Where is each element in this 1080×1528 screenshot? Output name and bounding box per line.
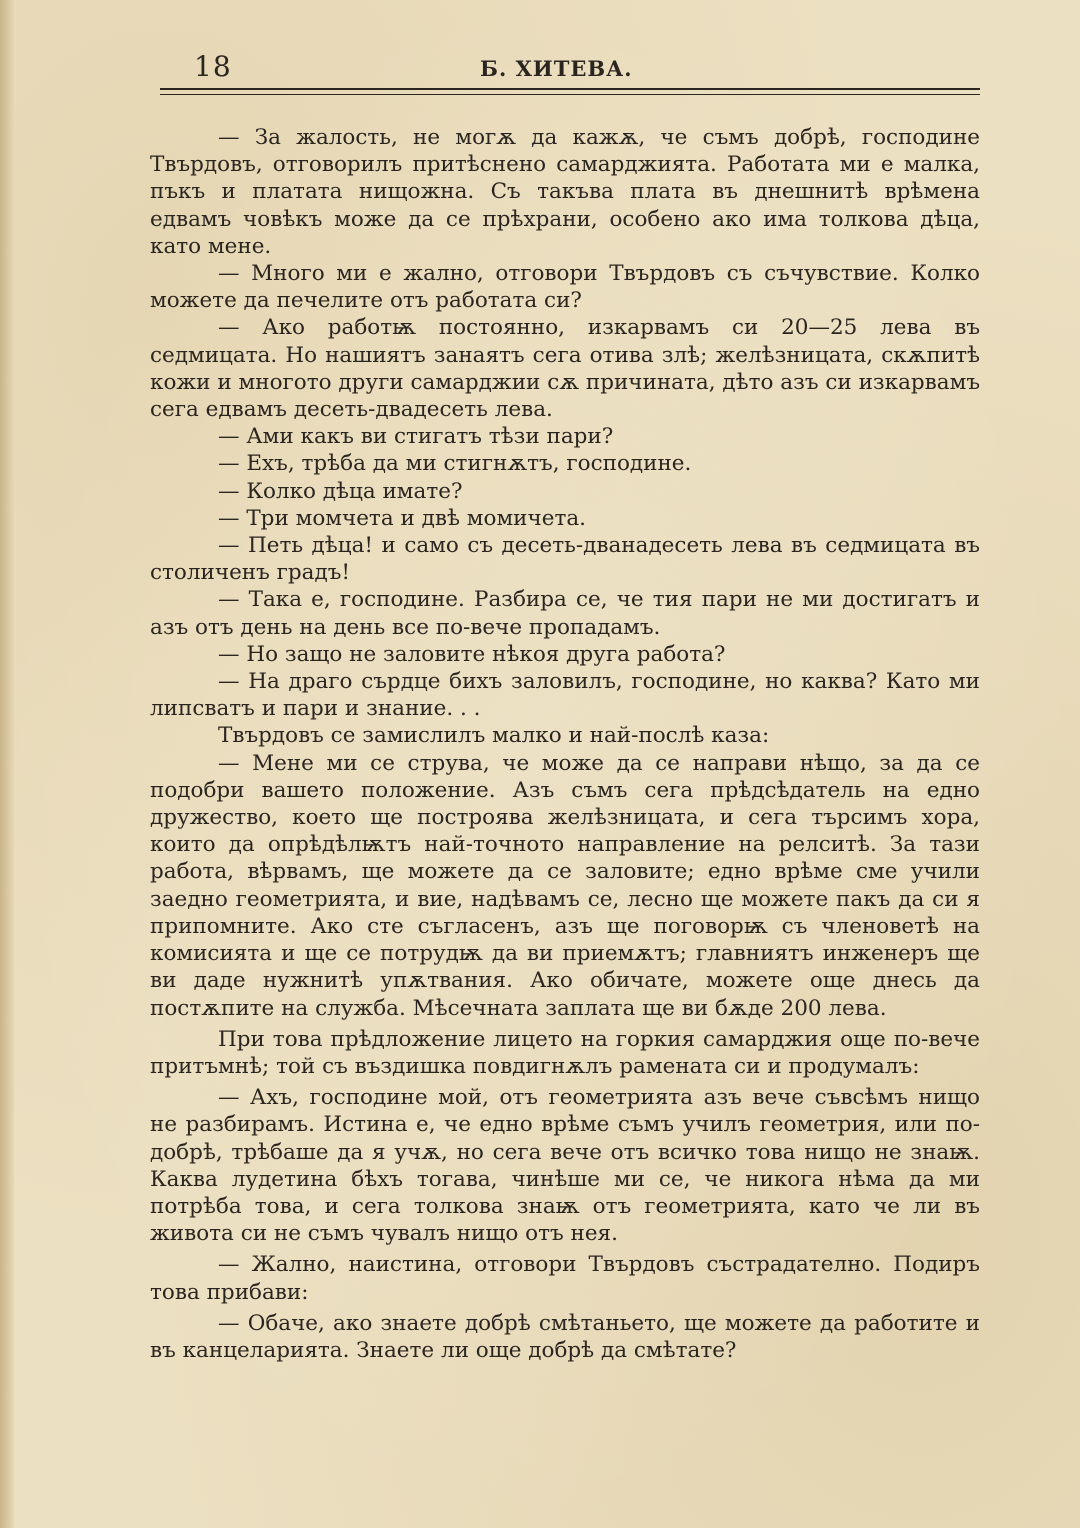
page-header: [160, 40, 980, 96]
paragraph: — Много ми е жално, отговори Твърдовъ съ съчувствие. Колко можете да печелите отъ работата си?: [150, 261, 980, 314]
page-number: 18: [194, 50, 232, 83]
header-rule: [160, 88, 980, 95]
paragraph: — За жалость, не могѫ да кажѫ, че съмъ добрѣ, господине Твърдовъ, отговорилъ притѣснено самарджията. Работата ми е малка, пъкъ и платата нищожна. Съ такъва плата въ днешнитѣ врѣмена едвамъ човѣкъ може да се прѣхрани, особено ако има толкова дѣца, като мене.: [150, 125, 980, 259]
body-text: [150, 124, 980, 1364]
paragraph: — Три момчета и двѣ момичета.: [218, 505, 586, 531]
page-edge-shadow: [0, 0, 14, 1528]
paragraph: — Така е, господине. Разбира се, че тия пари не ми достигатъ и азъ отъ день на день все по-вече пропадамъ.: [150, 587, 980, 640]
paragraph: При това прѣдложение лицето на горкия самарджия още по-вече притъмнѣ; той съ въздишка повдигнѫлъ рамената си и продумалъ:: [150, 1026, 980, 1079]
paragraph: — Ами какъ ви стигатъ тѣзи пари?: [218, 424, 614, 450]
paragraph: — Ехъ, трѣба да ми стигнѫтъ, господине.: [218, 451, 692, 477]
paragraph: — Жално, наистина, отговори Твърдовъ състрадателно. Подиръ това прибави:: [150, 1252, 980, 1305]
paragraph: — Ахъ, господине мой, отъ геометрията азъ вече съвсѣмъ нищо не разбирамъ. Истина е, че едно врѣме съмъ училъ геометрия, или по-добрѣ, трѣбаше да я учѫ, но сега вече отъ всичко това нищо не знаѭ. Каква лудетина бѣхъ тогава, чинѣше ми се, че никога нѣма да ми потрѣба това, и сега толкова знаѭ отъ геометрията, като че ли въ живота си не съмъ чувалъ нищо отъ нея.: [150, 1085, 980, 1247]
paragraph: — Мене ми се струва, че може да се направи нѣщо, за да се подобри вашето положение. Азъ съмъ сега прѣдсѣдатель на едно дружество, което ще построява желѣзницата, и сега търсимъ хора, които да опрѣдѣлѭтъ най-точното направление на релситѣ. За тази работа, вѣрвамъ, ще можете да се заловите; едно врѣме сме учили заедно геометрията, и вие, надѣвамъ се, лесно ще можете пакъ да си я припомните. Ако сте съгласенъ, азъ ще поговорѭ съ членоветѣ на комисията и ще се потрудѭ да ви приемѫтъ; главниятъ инженеръ ще ви даде нужнитѣ упѫтвания. Ако обичате, можете още днесь да постѫпите на служба. Мѣсечната заплата ще ви бѫде 200 лева.: [150, 750, 980, 1021]
paragraph: Твърдовъ се замислилъ малко и най-послѣ каза:: [218, 723, 770, 749]
paragraph: — Ако работѭ постоянно, изкарвамъ си 20—25 лева въ седмицата. Но нашиятъ занаятъ сега отива злѣ; желѣзницата, скѫпитѣ кожи и многото други самарджии сѫ причината, дѣто азъ си изкарвамъ сега едвамъ десеть-двадесеть лева.: [150, 315, 980, 423]
paragraph: — На драго сърдце бихъ заловилъ, господине, но каква? Като ми липсватъ и пари и знание. . .: [150, 669, 980, 722]
paragraph: — Петь дѣца! и само съ десеть-дванадесеть лева въ седмицата въ столиченъ градъ!: [150, 533, 980, 586]
paragraph: — Обаче, ако знаете добрѣ смѣтаньето, ще можете да работите и въ канцеларията. Знаете ли още добрѣ да смѣтате?: [150, 1310, 980, 1363]
running-head: Б. ХИТЕВА.: [480, 56, 633, 81]
paragraph: — Колко дѣца имате?: [218, 478, 463, 504]
paragraph: — Но защо не заловите нѣкоя друга работа?: [218, 641, 726, 667]
